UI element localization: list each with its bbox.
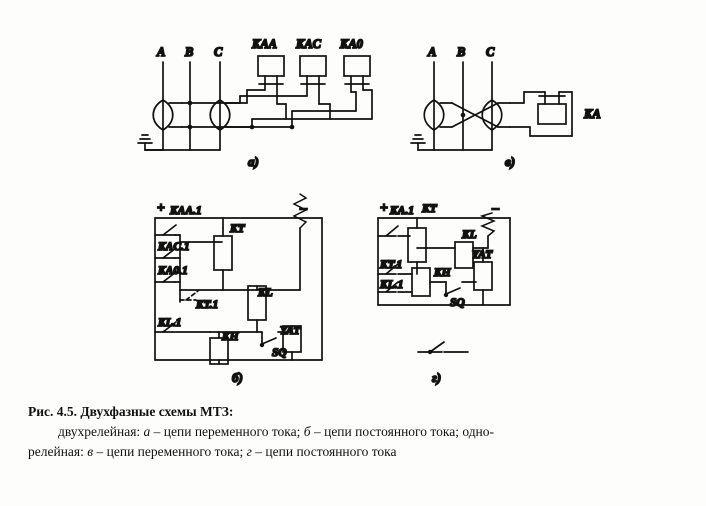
sublabel-a: а): [248, 154, 259, 169]
scheme-g-contact-kt1: KT.1: [380, 259, 403, 271]
scheme-g-minus: –: [492, 201, 499, 216]
scheme-g-switch-sq: SQ: [450, 297, 465, 309]
caption-ref-v: в: [87, 444, 94, 459]
caption-line-3: [28, 442, 688, 462]
caption-line3-mid2: – цепи постоянного тока: [251, 444, 397, 459]
scheme-b-coil-kh: KH: [222, 331, 239, 343]
figure-caption: [28, 402, 688, 462]
scheme-b-contact-kac1: KAC.1: [158, 241, 190, 253]
scheme-a-phase-c: C: [214, 45, 223, 59]
caption-ref-g: г: [246, 444, 252, 459]
scheme-b-contact-kt1: KT.1: [196, 299, 219, 311]
scheme-g-plus: +: [380, 201, 388, 216]
caption-line-2: [28, 422, 688, 442]
scheme-a-relay-kac: KAC: [296, 37, 322, 51]
scheme-v-phase-b: B: [457, 45, 466, 59]
caption-line3-mid1: – цепи переменного тока;: [93, 444, 247, 459]
scheme-v-phase-c: C: [486, 45, 495, 59]
scheme-v-relay-ka: KA: [584, 107, 601, 121]
scheme-a-relay-kaa: KAA: [252, 37, 278, 51]
scheme-b-minus: –: [300, 201, 307, 216]
scheme-a-relay-ka0: KA0: [340, 37, 363, 51]
scheme-a-phase-b: B: [185, 45, 194, 59]
scheme-a-phase-a: A: [157, 45, 166, 59]
scheme-b-contact-ka01: KA0.1: [158, 265, 188, 277]
caption-line2-mid1: – цепи переменного тока;: [150, 424, 304, 439]
caption-ref-a: а: [143, 424, 151, 439]
scheme-b-contact-kl1: KL.1: [158, 317, 182, 329]
caption-title: Рис. 4.5. Двухфазные схемы МТЗ:: [28, 404, 234, 419]
scheme-g-coil-kl: KL: [462, 229, 477, 241]
scheme-g-contact-ka1: KA.1: [390, 205, 414, 217]
scheme-g-contact-kl1: KL.1: [380, 279, 404, 291]
scheme-b-coil-kt: KT: [230, 223, 245, 235]
caption-line3-prefix: релейная:: [28, 444, 88, 459]
scheme-g-coil-yat: YAT: [472, 249, 493, 261]
scheme-b-contact-kaa1: KAA.1: [170, 205, 202, 217]
scheme-v: [411, 62, 572, 150]
scheme-b-coil-yat: YAT: [280, 325, 301, 337]
scheme-b-switch-sq: SQ: [272, 347, 287, 359]
sublabel-g: г): [432, 370, 442, 385]
caption-ref-b: б: [303, 424, 311, 439]
scheme-v-phase-a: A: [428, 45, 437, 59]
caption-line2-prefix: двухрелейная:: [58, 424, 144, 439]
scheme-g-coil-kh: KH: [434, 267, 451, 279]
sublabel-b: б): [232, 370, 243, 385]
scheme-a: [138, 56, 372, 150]
scheme-b-plus: +: [157, 201, 165, 216]
scheme-g-coil-kt: KT: [422, 203, 437, 215]
scheme-b-coil-kl: KL: [258, 287, 273, 299]
caption-line2-mid2: – цепи постоянного тока; одно-: [310, 424, 495, 439]
sublabel-v: в): [505, 154, 516, 169]
